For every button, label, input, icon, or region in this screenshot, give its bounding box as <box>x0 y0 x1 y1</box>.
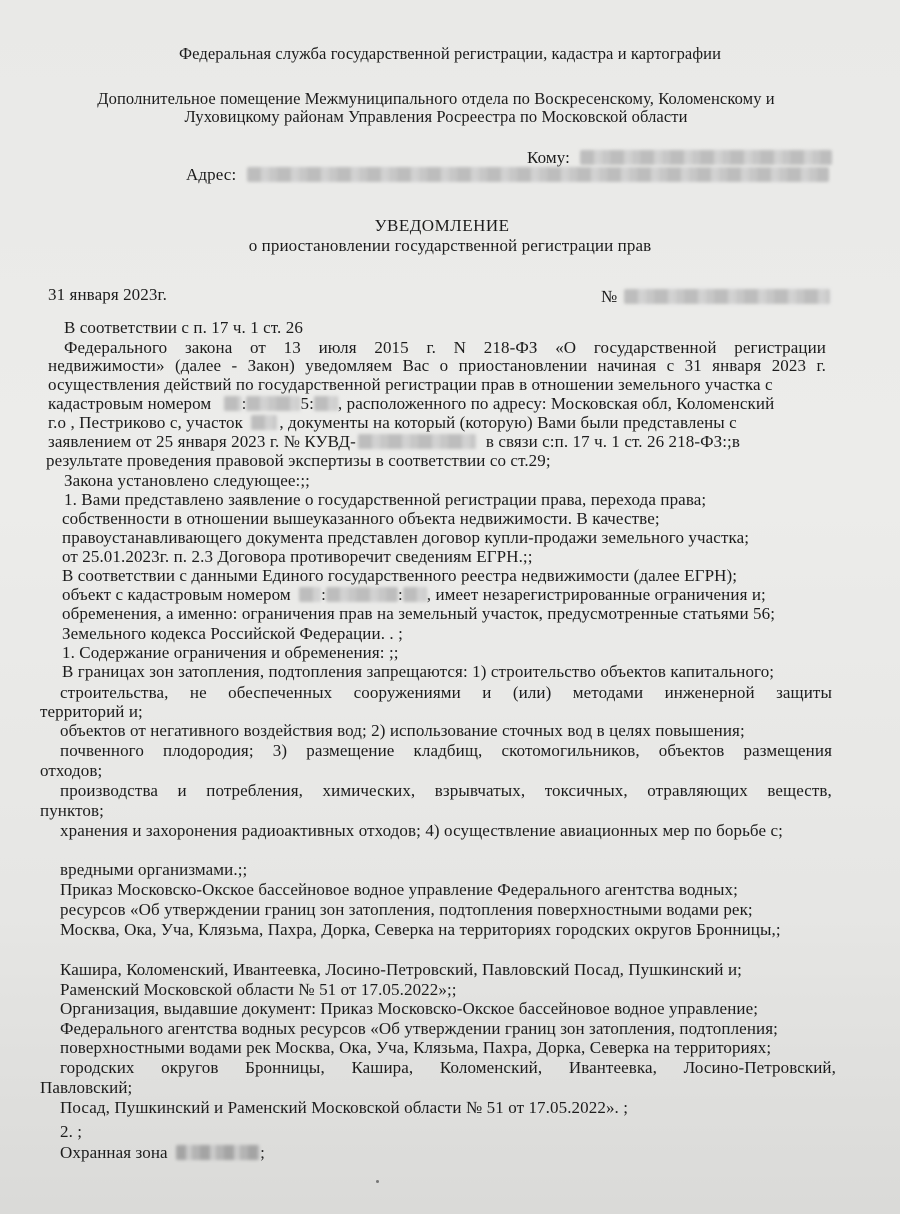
word: 218-ФЗ <box>483 338 538 357</box>
redacted-cadastral-part <box>403 587 427 602</box>
office-line-1: Дополнительное помещение Межмуниципального отдела по Воскресенскому, Коломенскому и <box>97 89 775 108</box>
word: строительства, <box>60 683 169 702</box>
word: и <box>177 781 187 800</box>
body-line: ресурсов «Об утверждении границ зон затопления, подтопления поверхностными водами рек; <box>60 900 753 919</box>
body-line: от 25.01.2023г. п. 2.3 Договора противоречит сведениям ЕГРН.;; <box>62 547 533 566</box>
redacted-address <box>247 167 829 182</box>
recipient-address <box>186 165 829 185</box>
body-line: В границах зон затопления, подтопления запрещаются: 1) строительство объектов капитального; <box>62 662 775 681</box>
body-line: поверхностными водами рек Москва, Ока, Уча, Клязьма, Пахра, Дорка, Северка на территориях; <box>60 1038 772 1057</box>
body-line: правоустанавливающего документа представлен договор купли-продажи земельного участка; <box>62 528 750 547</box>
to-label: Кому: <box>527 148 570 167</box>
body-line: Павловский; <box>40 1078 133 1097</box>
redacted-cadastral-part <box>299 587 321 602</box>
text-fragment: : <box>241 394 247 413</box>
body-line: В соответствии с п. 17 ч. 1 ст. 26 <box>64 318 303 337</box>
agency-name: Федеральная служба государственной регистрации, кадастра и картографии <box>178 44 722 63</box>
word: июля <box>318 338 357 357</box>
word: производства <box>60 781 159 800</box>
body-line-plot <box>48 413 737 433</box>
word: 2015 <box>374 338 409 357</box>
word: «О <box>555 338 577 357</box>
word: плодородия; <box>163 741 254 760</box>
redacted-cadastral-part <box>246 396 300 411</box>
body-line: территорий и; <box>40 702 143 721</box>
word: - <box>231 356 238 375</box>
word: размещение <box>306 741 395 760</box>
word: потребления, <box>206 781 304 800</box>
body-line: собственности в отношении вышеуказанного объекта недвижимости. В качестве; <box>62 509 660 528</box>
word: 3) <box>272 741 288 760</box>
redacted-plot-number <box>251 415 277 430</box>
body-line <box>60 1058 836 1078</box>
text-fragment: , документы на который (которую) Вами были представлены с <box>279 413 737 432</box>
word: городских <box>60 1058 135 1077</box>
word: почвенного <box>60 741 144 760</box>
word: Лосино-Петровский, <box>683 1058 836 1077</box>
word: (или) <box>512 683 552 702</box>
word: приостановлении <box>458 356 588 375</box>
body-line: Земельного кодекса Российской Федерации. . ; <box>62 624 403 643</box>
body-line-application <box>48 432 740 452</box>
text-fragment: Охранная зона <box>60 1143 168 1162</box>
text-fragment: кадастровым номером <box>48 394 212 413</box>
document-title: УВЕДОМЛЕНИЕ <box>374 216 510 235</box>
word: скотомогильников, <box>501 741 640 760</box>
redacted-number <box>624 289 830 304</box>
word: инженерной <box>664 683 755 702</box>
body-line <box>48 356 826 376</box>
body-line: Посад, Пушкинский и Раменский Московской области № 51 от 17.05.2022». ; <box>60 1098 629 1117</box>
body-line-object <box>62 585 766 605</box>
body-line <box>64 338 826 358</box>
word: 13 <box>283 338 301 357</box>
text-fragment: в связи с:п. 17 ч. 1 ст. 26 218-ФЗ:;в <box>485 432 741 451</box>
text-fragment: г.о , Пестриково с, участок <box>48 413 243 432</box>
word: Ивантеевка, <box>568 1058 657 1077</box>
word: Кашира, <box>351 1058 414 1077</box>
word: 31 <box>684 356 702 375</box>
text-fragment: заявлением от 25 января 2023 г. № КУВД- <box>48 432 356 451</box>
word: кладбищ, <box>413 741 483 760</box>
word: Федерального <box>64 338 168 357</box>
redacted-zone-number <box>176 1145 260 1160</box>
body-line: объектов от негативного воздействия вод; 2) использование сточных вод в целях повышения; <box>60 721 745 740</box>
word: г. <box>816 356 826 375</box>
body-line: Закона установлено следующее:;; <box>64 471 311 490</box>
word: недвижимости» <box>48 356 165 375</box>
number-label: № <box>601 287 618 306</box>
body-line: вредными организмами.;; <box>60 860 248 879</box>
word: государственной <box>593 338 717 357</box>
word: закона <box>184 338 233 357</box>
word: (далее <box>174 356 222 375</box>
word: 2023 <box>771 356 807 375</box>
redacted-cadastral-part <box>224 396 242 411</box>
word: размещения <box>743 741 832 760</box>
word: обеспеченных <box>228 683 333 702</box>
document-number <box>601 287 830 307</box>
word: Закон) <box>247 356 295 375</box>
word: от <box>250 338 266 357</box>
document-subtitle: о приостановлении государственной регистрации прав <box>248 236 652 255</box>
body-line: результате проведения правовой экспертизы в соответствии со ст.29; <box>46 451 551 470</box>
text-fragment: : <box>397 585 403 604</box>
word: начиная <box>597 356 657 375</box>
body-line: хранения и захоронения радиоактивных отходов; 4) осуществление авиационных мер по борьбе с; <box>60 821 783 840</box>
body-line: Москва, Ока, Уча, Клязьма, Пахра, Дорка, Северка на территориях городских округов Бронницы,; <box>60 920 781 939</box>
word: не <box>189 683 207 702</box>
text-fragment: , имеет незарегистрированные ограничения и; <box>426 585 766 604</box>
word: сооружениями <box>353 683 461 702</box>
body-line-cadastral <box>48 394 774 414</box>
body-line: В соответствии с данными Единого государственного реестра недвижимости (далее ЕГРН); <box>62 566 738 585</box>
body-line <box>60 781 832 801</box>
word: отравляющих <box>647 781 748 800</box>
text-fragment: объект с кадастровым номером <box>62 585 291 604</box>
office-line-2: Луховицкому районам Управления Росреестра по Московской области <box>184 107 688 126</box>
word: регистрации <box>734 338 826 357</box>
text-fragment: , расположенного по адресу: Московская обл, Коломенский <box>337 394 775 413</box>
body-line <box>60 683 832 703</box>
redacted-application-number <box>358 434 476 449</box>
text-fragment: : <box>321 585 326 604</box>
word: Коломенский, <box>439 1058 543 1077</box>
word: о <box>439 356 449 375</box>
word: округов <box>161 1058 219 1077</box>
document-date: 31 января 2023г. <box>48 285 167 304</box>
body-line: осуществления действий по государственной регистрации прав в отношении земельного участка с <box>48 375 773 394</box>
body-line: Федерального агентства водных ресурсов «Об утверждении границ зон затопления, подтопления; <box>60 1019 778 1038</box>
redacted-cadastral-part <box>314 396 338 411</box>
word: Вас <box>402 356 430 375</box>
body-line: отходов; <box>40 761 103 780</box>
address-label: Адрес: <box>186 165 237 184</box>
word: защиты <box>776 683 832 702</box>
word: химических, <box>322 781 416 800</box>
body-line: Приказ Московско-Окское бассейновое водное управление Федерального агентства водных; <box>60 880 738 899</box>
body-line: 2. ; <box>60 1122 83 1141</box>
word: токсичных, <box>544 781 628 800</box>
word: Бронницы, <box>245 1058 325 1077</box>
paper-speck <box>376 1180 379 1183</box>
word: и <box>482 683 492 702</box>
body-line: 1. Содержание ограничения и обременения: ;; <box>62 643 399 662</box>
body-line: 1. Вами представлено заявление о государственной регистрации права, перехода права; <box>64 490 707 509</box>
word: методами <box>572 683 644 702</box>
word: объектов <box>658 741 725 760</box>
body-line: пунктов; <box>40 801 104 820</box>
body-line: обременения, а именно: ограничения прав на земельный участок, предусмотренные статьями 56; <box>62 604 776 623</box>
body-line: Раменский Московской области № 51 от 17.05.2022»;; <box>60 980 457 999</box>
word: взрывчатых, <box>434 781 526 800</box>
body-line <box>60 741 832 761</box>
body-line: Организация, выдавшие документ: Приказ Московско-Окское бассейновое водное управление; <box>60 999 759 1018</box>
word: г. <box>426 338 436 357</box>
word: N <box>453 338 467 357</box>
word: января <box>712 356 762 375</box>
word: с <box>666 356 675 375</box>
text-fragment: ; <box>260 1143 265 1162</box>
redacted-cadastral-part <box>326 587 398 602</box>
body-line-protected-zone <box>60 1143 265 1163</box>
word: уведомляем <box>305 356 393 375</box>
body-line: Кашира, Коломенский, Ивантеевка, Лосино-Петровский, Павловский Посад, Пушкинский и; <box>60 960 742 979</box>
word: веществ, <box>767 781 832 800</box>
text-fragment: 5: <box>300 394 314 413</box>
redacted-recipient <box>580 150 832 165</box>
